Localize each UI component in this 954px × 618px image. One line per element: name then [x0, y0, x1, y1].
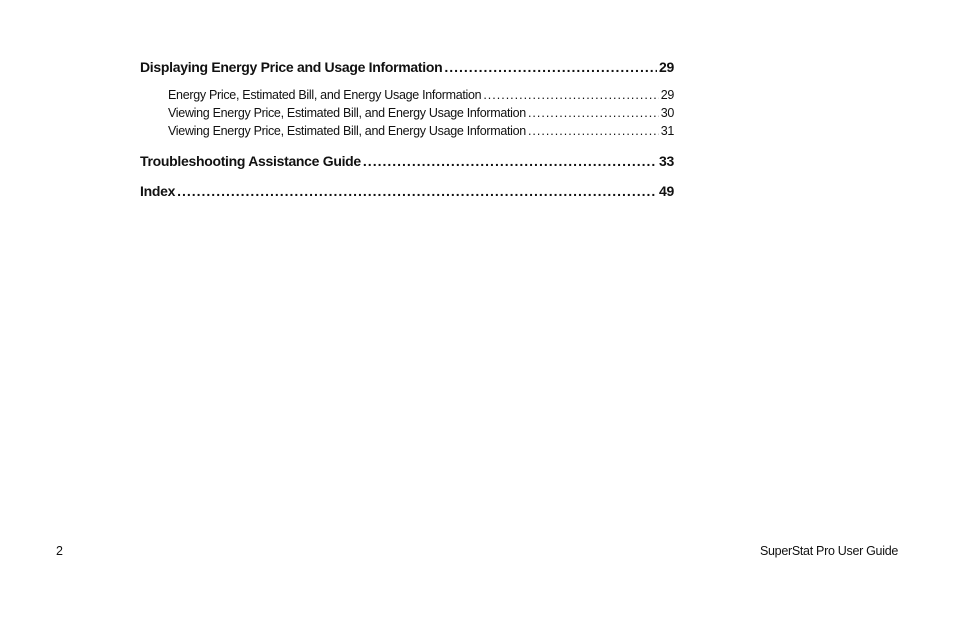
- toc-entry-title: Displaying Energy Price and Usage Information: [140, 59, 443, 75]
- footer-page-number: 2: [56, 544, 63, 558]
- toc-entry-title: Index: [140, 183, 176, 199]
- toc-entry-title: Troubleshooting Assistance Guide: [140, 153, 361, 169]
- toc-entry-page: 31: [660, 124, 674, 138]
- toc-entry-page: 30: [660, 106, 674, 120]
- toc-entry-troubleshooting[interactable]: [140, 151, 674, 171]
- table-of-contents: [140, 57, 674, 201]
- toc-leader-dots: [528, 122, 659, 140]
- toc-entry-page: 29: [659, 59, 674, 75]
- toc-leader-dots: [483, 86, 658, 104]
- toc-leader-dots: [363, 151, 657, 171]
- toc-leader-dots: [528, 104, 659, 122]
- toc-entry-page: 29: [660, 88, 674, 102]
- toc-entry-title: Viewing Energy Price, Estimated Bill, and Energy Usage Information: [168, 124, 526, 138]
- toc-entry-displaying-energy-price[interactable]: [140, 57, 674, 77]
- toc-entry-page: 33: [659, 153, 674, 169]
- footer-document-title: SuperStat Pro User Guide: [759, 544, 898, 558]
- toc-leader-dots: [177, 181, 657, 201]
- toc-entry-page: 49: [659, 183, 674, 199]
- toc-subentry-viewing-energy-price-2[interactable]: [168, 122, 674, 140]
- toc-subentry-viewing-energy-price-1[interactable]: [168, 104, 674, 122]
- toc-subsection-group: [140, 86, 674, 140]
- toc-leader-dots: [444, 57, 657, 77]
- toc-entry-index[interactable]: [140, 181, 674, 201]
- toc-subentry-energy-price-estimated-bill[interactable]: [168, 86, 674, 104]
- toc-entry-title: Energy Price, Estimated Bill, and Energy Usage Information: [168, 88, 482, 102]
- toc-entry-title: Viewing Energy Price, Estimated Bill, and Energy Usage Information: [168, 106, 526, 120]
